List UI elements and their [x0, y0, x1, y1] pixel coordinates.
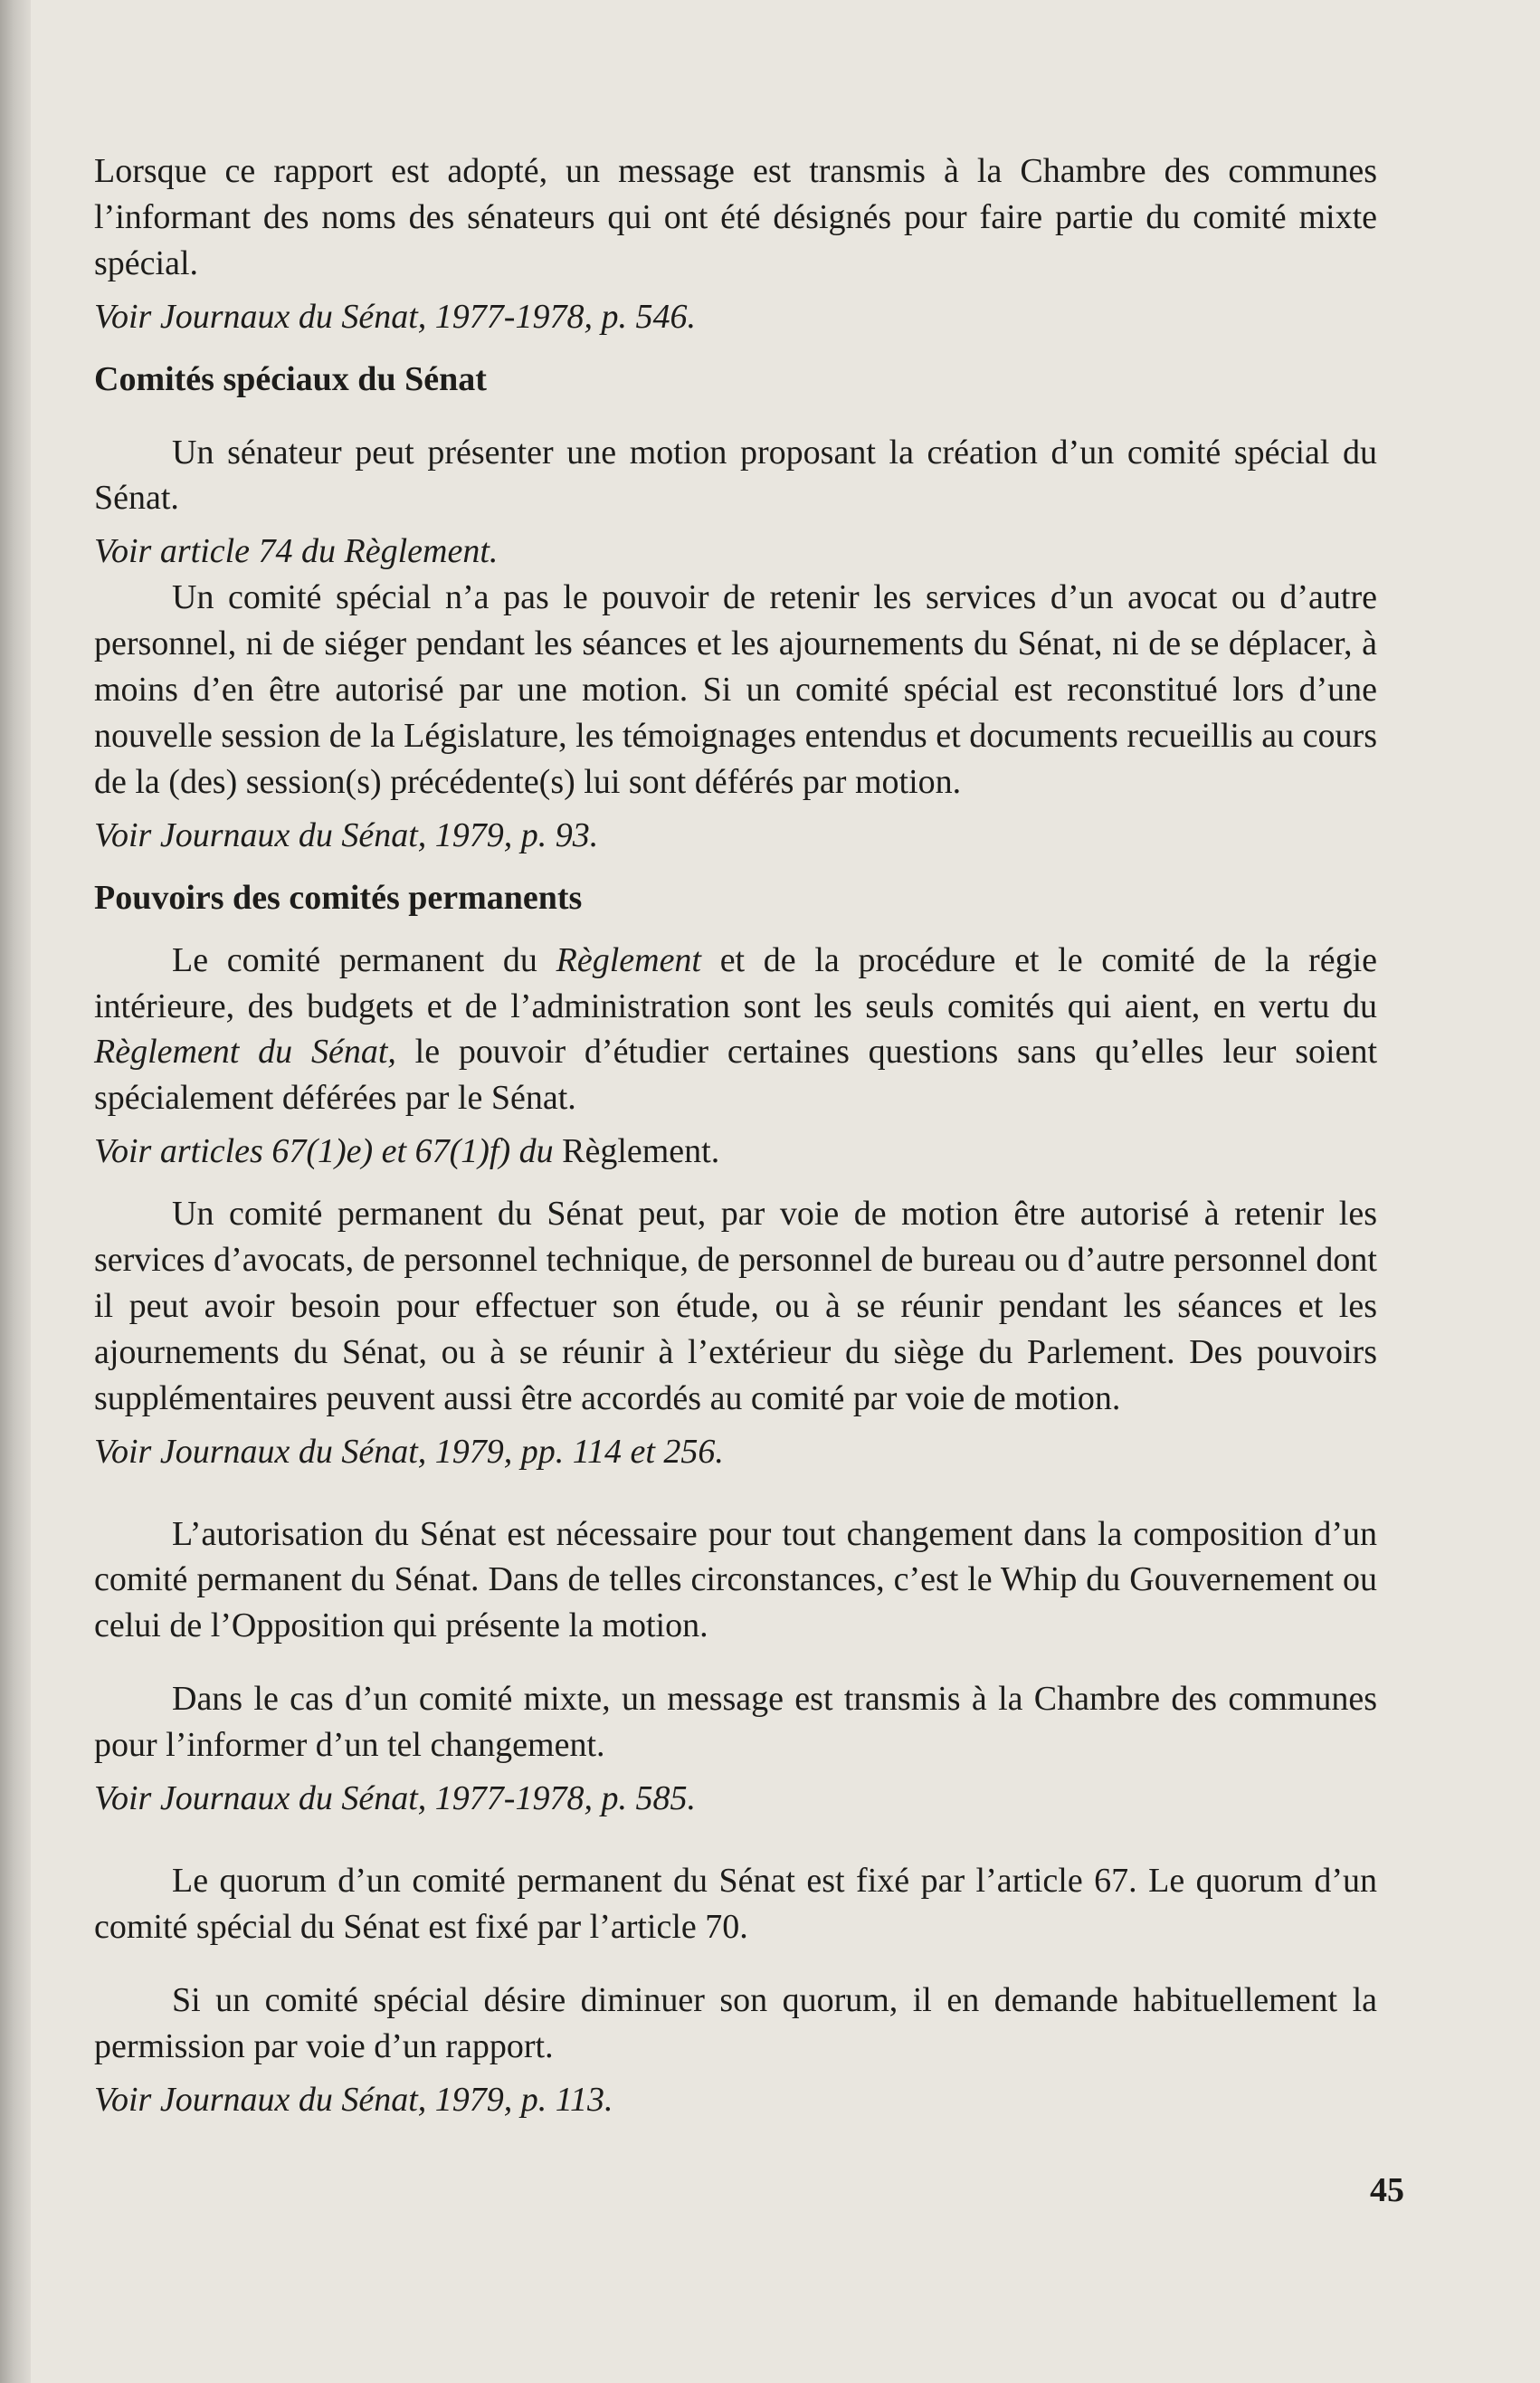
- reference-journaux-1979-114-256: Voir Journaux du Sénat, 1979, pp. 114 et 256.: [94, 1432, 724, 1471]
- paragraph-quorum: Le quorum d’un comité permanent du Sénat est fixé par l’article 67. Le quorum d’un comité spécial du Sénat est fixé par l’article 70.: [94, 1862, 1377, 1946]
- section-heading-pouvoirs-comites-permanents: Pouvoirs des comités permanents: [94, 878, 583, 917]
- page-number: 45: [1370, 2171, 1404, 2209]
- book-spine-shadow: [0, 0, 31, 2383]
- document-page: [94, 148, 1377, 2123]
- reference-articles-67: [94, 1129, 1377, 1175]
- text-segment: et de la procédure et le comité de la régie intérieure, des budgets et de l’administration sont les seuls comités qui aient, en vertu du: [94, 940, 1378, 1025]
- reference-journaux-1979-113: Voir Journaux du Sénat, 1979, p. 113.: [94, 2080, 613, 2119]
- paragraph-special-committee-powers: Un comité spécial n’a pas le pouvoir de retenir les services d’un avocat ou d’autre personnel, ni de siéger pendant les séances et les ajournements du Sénat, ni de se déplacer, à moins d’en être autorisé par une motion. Si un comité spécial est reconstitué lors d’une nouvelle session de la Législature, les témoignages entendus et documents recueillis au cours de la (des) session(s) précédente(s) lui sont déférés par motion.: [94, 578, 1377, 801]
- paragraph-quorum-reduction: Si un comité spécial désire diminuer son quorum, il en demande habituellement la permission par voie d’un rapport.: [94, 1980, 1377, 2065]
- reference-journaux-1979-93: Voir Journaux du Sénat, 1979, p. 93.: [94, 815, 599, 854]
- section-heading-comites-speciaux: Comités spéciaux du Sénat: [94, 359, 487, 398]
- text-segment: le pouvoir d’étudier certaines questions sans qu’elles leur soient spécialement déférées par le Sénat.: [94, 1033, 1378, 1118]
- paragraph-standing-committees-powers: [94, 938, 1377, 1122]
- paragraph-joint-committee-change: Dans le cas d’un comité mixte, un message est transmis à la Chambre des communes pour l’informer d’un tel changement.: [94, 1680, 1377, 1765]
- italic-reglement-senat: Règlement du Sénat,: [94, 1033, 396, 1072]
- reference-journaux-1977-546: Voir Journaux du Sénat, 1977-1978, p. 546.: [94, 297, 696, 336]
- upright-reglement: Règlement.: [562, 1132, 720, 1171]
- reference-article-74: Voir article 74 du Règlement.: [94, 532, 499, 571]
- paragraph-standing-committee-motion: Un comité permanent du Sénat peut, par voie de motion être autorisé à retenir les services d’avocats, de personnel technique, de personnel de bureau ou d’autre personnel dont il peut avoir besoin pour effectuer son étude, ou à se réunir pendant les séances et les ajournements du Sénat, ou à se réunir à l’extérieur du siège du Parlement. Des pouvoirs supplémentaires peuvent aussi être accordés au comité par voie de motion.: [94, 1195, 1377, 1417]
- paragraph-composition-change: L’autorisation du Sénat est nécessaire pour tout changement dans la composition d’un comité permanent du Sénat. Dans de telles circonstances, c’est le Whip du Gouvernement ou celui de l’Opposition qui présente la motion.: [94, 1514, 1377, 1645]
- text-segment: Le comité permanent du: [172, 940, 556, 979]
- paragraph-motion-special-committee: Un sénateur peut présenter une motion proposant la création d’un comité spécial du Sénat.: [94, 433, 1377, 518]
- paragraph-joint-committee-message: Lorsque ce rapport est adopté, un message est transmis à la Chambre des communes l’informant des noms des sénateurs qui ont été désignés pour faire partie du comité mixte spécial.: [94, 152, 1377, 282]
- text-segment: Voir articles 67(1)e) et 67(1)f) du: [94, 1132, 563, 1171]
- italic-reglement: Règlement: [556, 940, 701, 979]
- reference-journaux-1977-585: Voir Journaux du Sénat, 1977-1978, p. 585.: [94, 1779, 696, 1818]
